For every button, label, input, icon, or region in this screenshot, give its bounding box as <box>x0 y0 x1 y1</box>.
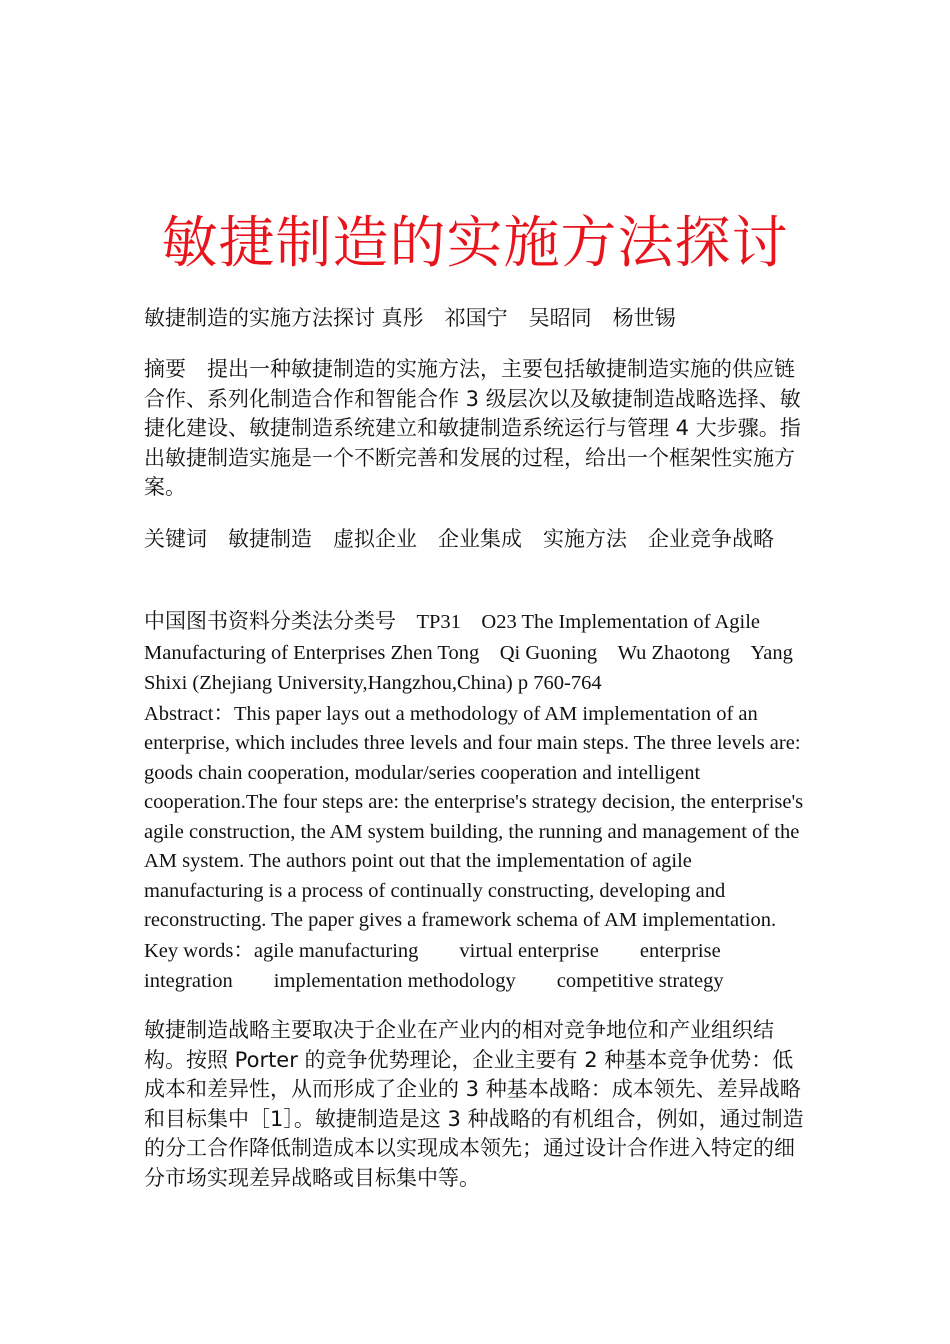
classification-label: 中国图书资料分类法分类号 <box>144 609 396 633</box>
authors-line: 敏捷制造的实施方法探讨 真彤 祁国宁 吴昭同 杨世锡 <box>144 306 676 330</box>
chinese-keywords: 关键词 敏捷制造 虚拟企业 企业集成 实施方法 企业竞争战略 <box>144 527 774 551</box>
english-abstract: Abstract：This paper lays out a methodology of AM implementation of an enterprise, which includes three levels and four main steps. The three levels are: goods chain cooperation, modular/series cooperation and intelligent cooperation.The four steps are: the enterprise's strategy decision, the enterprise's agile construction, the AM system building, the running and management of the AM system. The authors point out that the implementation of agile manufacturing is a process of continually constructing, developing and reconstructing. The paper gives a framework schema of AM implementation. <box>144 702 809 931</box>
english-title-header: TP31 O23 The Implementation of Agile Manufacturing of Enterprises Zhen Tong Qi Guoning Wu Zhaotong Yang Shixi (Zhejiang University,Hangzhou,China) p 760-764 <box>144 611 799 694</box>
english-keywords: Key words：agile manufacturing virtual enterprise enterprise integration implementation methodology competitive strategy <box>144 909 818 992</box>
body-paragraph: 敏捷制造战略主要取决于企业在产业内的相对竞争地位和产业组织结构。按照 Porter 的竞争优势理论，企业主要有 2 种基本竞争优势：低成本和差异性，从而形成了企业的 3 种基本战略：成本领先、差异战略和目标集中［1］。敏捷制造是这 3 种战略的有机组合，例如，通过制造的分工合作降低制造成本以实现成本领先；通过设计合作进入特定的细分市场实现差异战略或目标集中等。 <box>144 1018 804 1190</box>
chinese-abstract: 摘要 提出一种敏捷制造的实施方法，主要包括敏捷制造实施的供应链合作、系列化制造合作和智能合作 3 级层次以及敏捷制造战略选择、敏捷化建设、敏捷制造系统建立和敏捷制造系统运行与管理 4 大步骤。指出敏捷制造实施是一个不断完善和发展的过程，给出一个框架性实施方案。 <box>144 357 801 499</box>
english-abstract-block <box>144 607 818 997</box>
page-title: 敏捷制造的实施方法探讨 <box>161 211 789 276</box>
